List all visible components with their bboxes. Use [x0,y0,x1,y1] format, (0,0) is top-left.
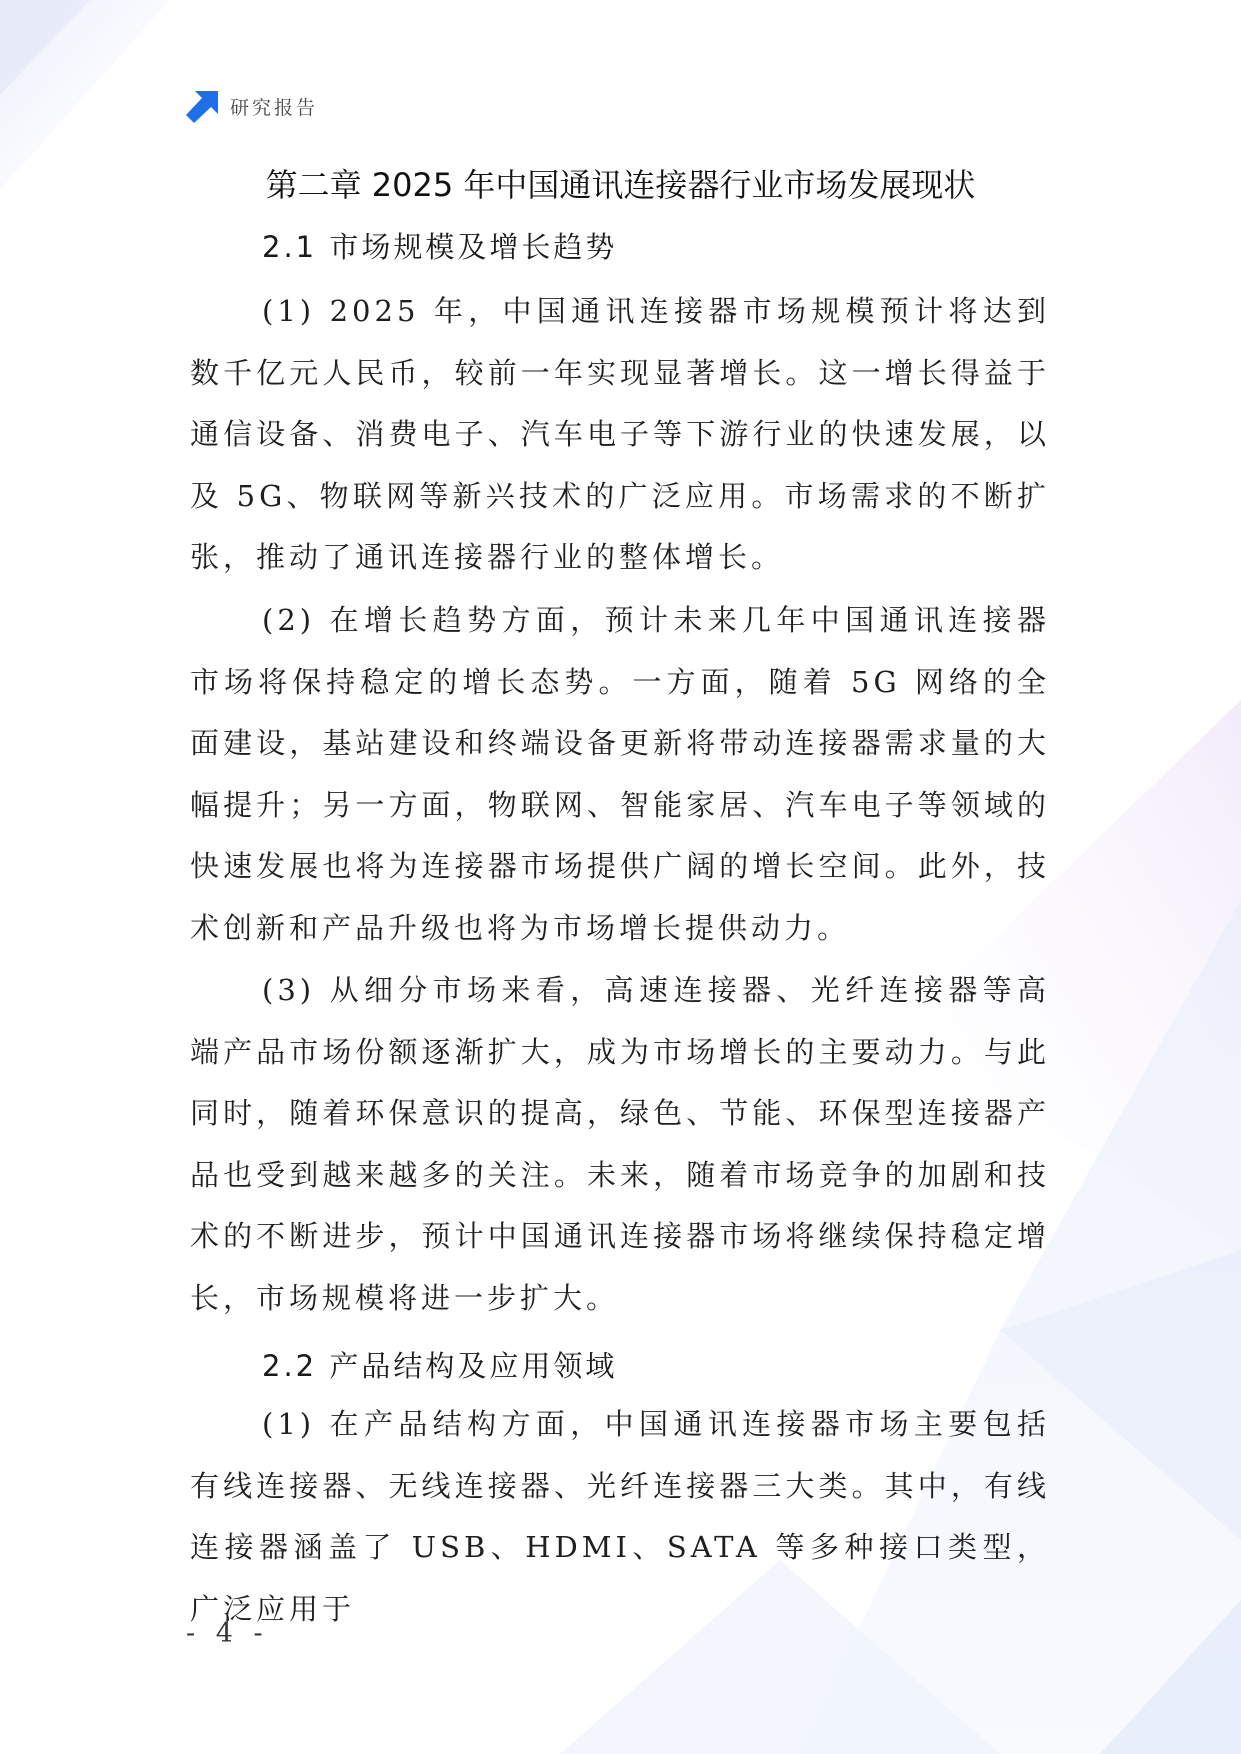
section-heading: 2.2 产品结构及应用领域 [262,1349,618,1383]
chapter-title: 第二章 2025 年中国通讯连接器行业市场发展现状 [265,166,976,204]
page-number: - 4 - [186,1618,269,1649]
paragraph: (3) 从细分市场来看，高速连接器、光纤连接器等高端产品市场份额逐渐扩大，成为市场增长的主要动力。与此同时，随着环保意识的提高，绿色、节能、环保型连接器产品也受到越来越多的关注。未来，随着市场竞争的加剧和技术的不断进步，预计中国通讯连接器市场将继续保持稳定增长，市场规模将进一步扩大。 [190,973,1050,1315]
paragraph: (1) 在产品结构方面，中国通讯连接器市场主要包括有线连接器、无线连接器、光纤连接器三大类。其中，有线连接器涵盖了 USB、HDMI、SATA 等多种接口类型，广泛应用于 [190,1407,1050,1626]
paragraph: (1) 2025 年，中国通讯连接器市场规模预计将达到数千亿元人民币，较前一年实现显著增长。这一增长得益于通信设备、消费电子、汽车电子等下游行业的快速发展，以及 5G、物联网等新兴技术的广泛应用。市场需求的不断扩张，推动了通讯连接器行业的整体增长。 [190,294,1050,575]
paragraph: (2) 在增长趋势方面，预计未来几年中国通讯连接器市场将保持稳定的增长态势。一方面，随着 5G 网络的全面建设，基站建设和终端设备更新将带动连接器需求量的大幅提升；另一方面，物联网、智能家居、汽车电子等领域的快速发展也将为连接器市场提供广阔的增长空间。此外，技术创新和产品升级也将为市场增长提供动力。 [190,603,1050,945]
header-title: 研究报告 [230,96,319,119]
report-header [186,88,318,124]
arrow-up-right-icon [186,89,220,123]
section-heading: 2.1 市场规模及增长趋势 [262,230,618,264]
